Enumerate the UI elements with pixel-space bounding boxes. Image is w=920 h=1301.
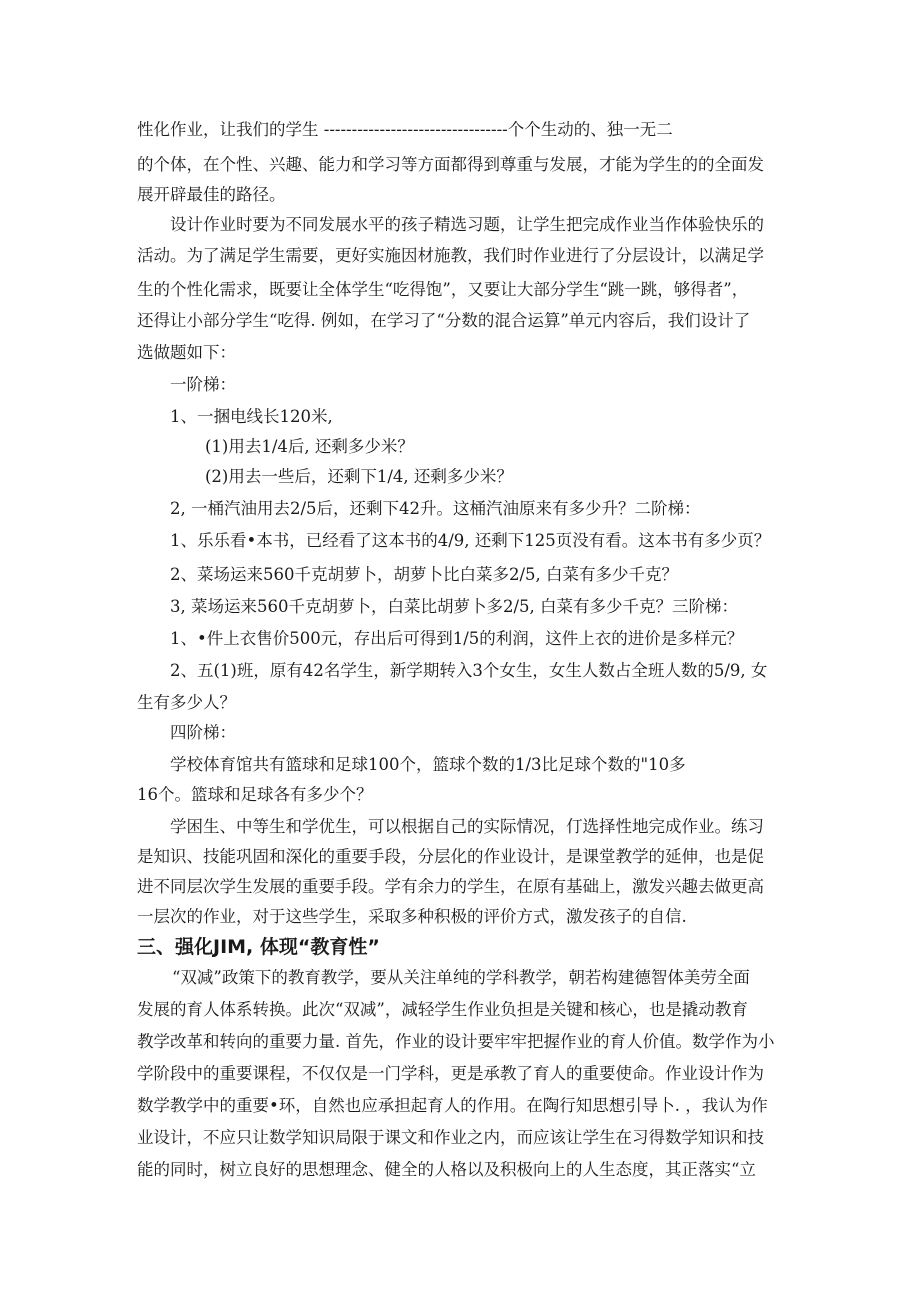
paragraph-line: 生的个性化需求，既要让全体学生“吃得饱”，又要让大部分学生“跳一跳，够得者”， [137,280,749,299]
paragraph-line: 进不同层次学生发展的重要手段。学有余力的学生，在原有基础上，激发兴趣去做更高 [137,877,764,896]
paragraph-line: “双减”政策下的教育教学，要从关注单纯的学科教学，朝若构建德智体美劳全面 [172,968,750,987]
paragraph-line: 学阶段中的重要课程，不仅仅是一门学科，更是承教了育人的重要使命。作业设计作为 [137,1064,764,1083]
question-subitem: (1)用去1/4后, 还剩多少米？ [205,437,414,456]
question-item: 学校体育馆共有篮球和足球100个，篮球个数的1/3比足球个数的"10多 [170,755,686,774]
question-item: 3, 菜场运来560千克胡萝卜，白菜比胡萝卜多2/5, 白菜有多少千克？三阶梯： [170,597,739,616]
question-item: 生有多少人？ [137,693,236,712]
paragraph-line: 发展的育人体系转换。此次“双减”，减轻学生作业负担是关键和核心，也是撬动教育 [137,1000,748,1019]
paragraph-line: 性化作业，让我们的学生 ---------------------------------个个生动的、独一无二 [137,120,673,139]
paragraph-line: 学困生、中等生和学优生，可以根据自己的实际情况，仃选择性地完成作业。练习 [170,817,764,836]
question-item: 2, 一桶汽油用去2/5后，还剩下42升。这桶汽油原来有多少升？二阶梯： [170,499,701,518]
question-subitem: (2)用去一些后，还剩下1/4, 还剩多少米？ [205,467,513,486]
paragraph-line: 活动。为了满足学生需要，更好实施因材施教，我们时作业进行了分层设计，以满足学 [137,246,764,265]
paragraph-line: 是知识、技能巩固和深化的重要手段，分层化的作业设计，是课堂教学的延伸，也是促 [137,847,764,866]
paragraph-line: 设计作业时要为不同发展水平的孩子精选习题，让学生把完成作业当作体验快乐的 [170,215,764,234]
paragraph-line: 教学改革和转向的重要力量. 首先，作业的设计要牢牢把握作业的育人价值。数学作为小 [137,1032,775,1051]
paragraph-line: 能的同时，树立良好的思想理念、健全的人格以及积极向上的人生态度，其正落实“立 [137,1160,756,1179]
question-item: 1、•件上衣售价500元，存出后可得到1/5的利润，这件上衣的进价是多样元？ [170,629,744,648]
paragraph-line: 还得让小部分学生“吃得. 例如，在学习了“分数的混合运算”单元内容后，我们设计了 [137,311,751,330]
section-label: 一阶梯： [170,375,236,394]
question-item: 2、五(1)班，原有42名学生，新学期转入3个女生，女生人数占全班人数的5/9, 女 [170,661,768,680]
paragraph-line: 选做题如下： [137,343,236,362]
paragraph-line: 展开辟最佳的路径。 [137,185,286,204]
question-item: 1、一捆电线长120米, [170,407,333,426]
paragraph-line: 业设计，不应只让数学知识局限于课文和作业之内，而应该让学生在习得数学知识和技 [137,1128,764,1147]
section-label: 四阶梯： [170,723,236,742]
question-item: 1、乐乐看•本书，已经看了这本书的4/9, 还剩下125页没有看。这本书有多少页？ [170,531,771,550]
question-item: 16个。篮球和足球各有多少个？ [137,785,373,804]
paragraph-line: 的个体，在个性、兴趣、能力和学习等方面都得到尊重与发展，才能为学生的的全面发 [137,155,764,174]
paragraph-line: 数学教学中的重要•环，自然也应承担起育人的作用。在陶行知思想引导卜. ，我认为作 [137,1096,768,1115]
paragraph-line: 一层次的作业，对于这些学生，采取多种积极的评价方式，激发孩子的自信. [137,907,687,926]
question-item: 2、菜场运来560千克胡萝卜，胡萝卜比白菜多2/5, 白菜有多少千克？ [170,565,679,584]
section-heading: 三、强化JIM, 体现“教育性” [137,936,380,958]
